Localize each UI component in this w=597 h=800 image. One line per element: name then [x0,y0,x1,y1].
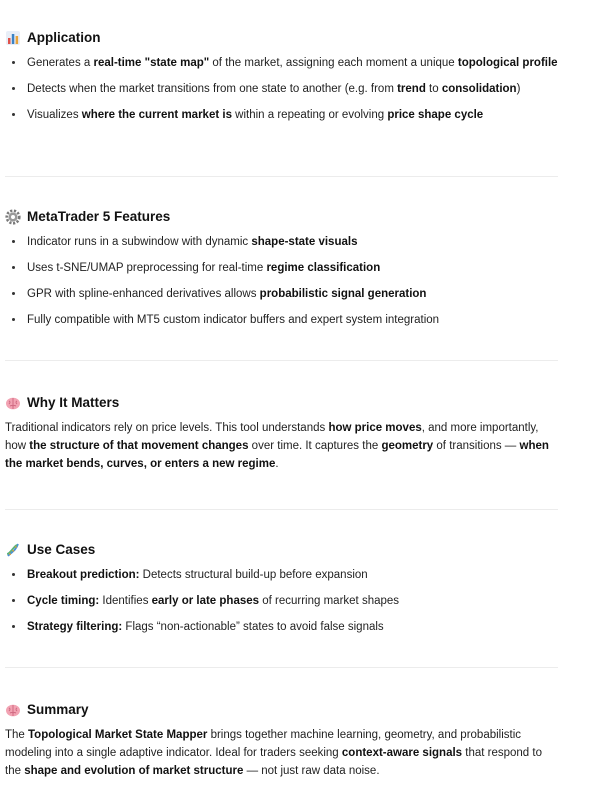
section-features [5,207,560,337]
section-divider [5,509,558,510]
emphasis-text: early or late phases [151,595,260,607]
list-item [5,592,560,610]
body-text: Detects when the market transitions from one state to another (e.g. from [27,83,398,95]
body-text: — not just raw data noise. [243,765,380,777]
section-title: Application [27,30,101,45]
body-text: The [5,729,29,741]
list-item [5,106,560,124]
body-text: Generates a [27,57,94,69]
emphasis-text: where the current market is [81,109,232,121]
section-title: Summary [27,702,89,717]
features-list [5,233,560,329]
brain-icon [5,702,21,718]
emphasis-text: Breakout prediction: [27,569,140,581]
body-text: within a repeating or evolving [231,109,388,121]
emphasis-text: Cycle timing: [27,595,100,607]
section-divider [5,667,558,668]
section-summary [5,700,560,780]
list-item [5,80,560,98]
body-text: Indicator runs in a subwindow with dynamic [27,236,252,248]
body-text: , and more importantly, how [5,422,539,452]
body-text: over time. It captures the [248,440,382,452]
emphasis-text: regime classification [266,262,381,274]
emphasis-text: geometry [381,440,434,452]
emphasis-text: price shape cycle [387,109,484,121]
list-item [5,618,560,636]
emphasis-text: topological profile [457,57,558,69]
list-item [5,259,560,277]
list-item [5,566,560,584]
bar-chart-icon [5,30,21,46]
application-list [5,54,560,124]
brain-icon [5,395,21,411]
body-text: brings together machine learning, geometry, and probabilistic modeling into a single adaptive indicator. Ideal for traders seeking [5,729,522,759]
emphasis-text: real-time "state map" [93,57,210,69]
body-text: . [275,458,279,470]
list-item [5,285,560,303]
why-paragraph [5,419,560,473]
body-text: Flags “non-actionable” states to avoid false signals [122,621,384,633]
section-application [5,28,560,132]
body-text: Fully compatible with MT5 custom indicator buffers and expert system integration [27,314,440,326]
list-item [5,233,560,251]
emphasis-text: Topological Market State Mapper [28,729,208,741]
summary-paragraph [5,726,560,780]
body-text: Detects structural build-up before expansion [139,569,368,581]
section-title: MetaTrader 5 Features [27,209,171,224]
gear-icon [5,209,21,225]
use-cases-list [5,566,560,636]
emphasis-text: when the market bends, curves, or enters a new regime [5,440,549,470]
body-text: of transitions — [433,440,520,452]
body-text: GPR with spline-enhanced derivatives allows [27,288,260,300]
emphasis-text: shape-state visuals [251,236,358,248]
section-why-it-matters [5,393,560,473]
emphasis-text: how price moves [328,422,422,434]
emphasis-text: Strategy filtering: [27,621,123,633]
emphasis-text: the structure of that movement changes [29,440,249,452]
dna-icon [5,542,21,558]
body-text: that respond to the [5,747,542,777]
emphasis-text: trend [397,83,426,95]
body-text: to [425,83,442,95]
list-item [5,311,560,329]
emphasis-text: context-aware signals [341,747,463,759]
emphasis-text: shape and evolution of market structure [24,765,244,777]
body-text: ) [516,83,521,95]
body-text: Identifies [99,595,152,607]
list-item [5,54,560,72]
body-text: Visualizes [27,109,82,121]
body-text: Traditional indicators rely on price levels. This tool understands [5,422,329,434]
section-title: Use Cases [27,542,96,557]
emphasis-text: consolidation [441,83,517,95]
section-divider [5,360,558,361]
section-use-cases [5,540,560,644]
body-text: of the market, assigning each moment a unique [209,57,458,69]
section-divider [5,176,558,177]
emphasis-text: probabilistic signal generation [259,288,427,300]
section-title: Why It Matters [27,395,120,410]
body-text: Uses t-SNE/UMAP preprocessing for real-time [27,262,267,274]
body-text: of recurring market shapes [259,595,400,607]
